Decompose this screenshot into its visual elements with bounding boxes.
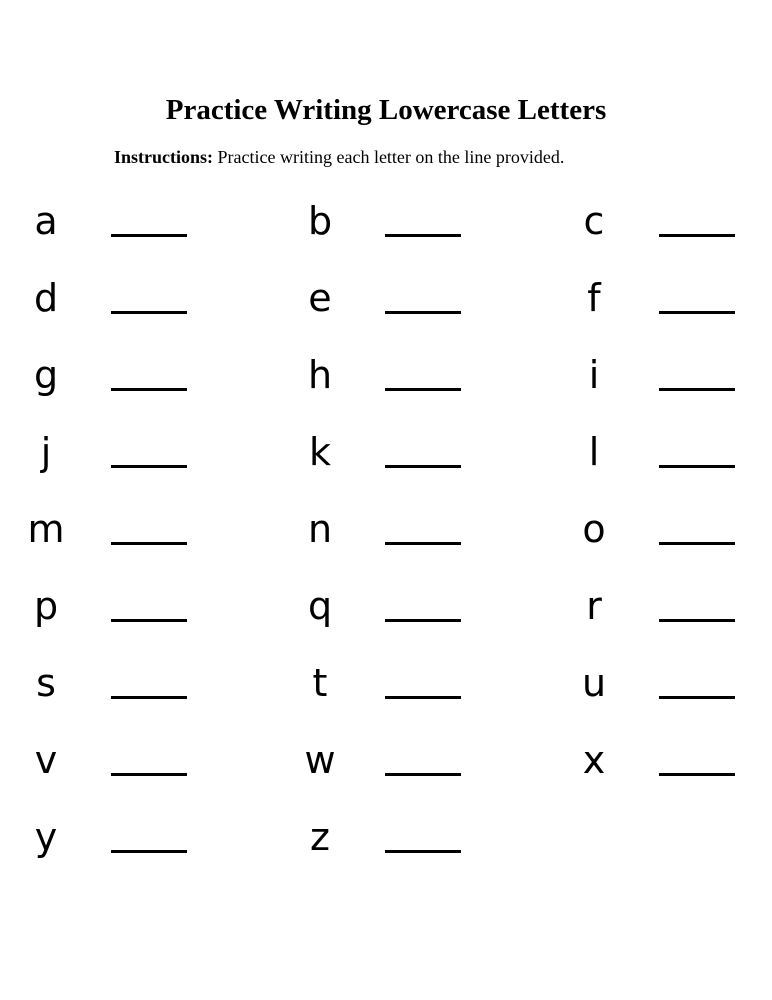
letter-cell-f bbox=[574, 276, 772, 336]
letter-cell-s bbox=[26, 661, 246, 721]
writing-line[interactable] bbox=[111, 234, 187, 237]
letter-cell-q bbox=[300, 584, 520, 644]
letter-cell-x bbox=[574, 738, 772, 798]
letter-z: z bbox=[310, 815, 330, 859]
instructions-label: Instructions: bbox=[114, 147, 214, 167]
letter-cell-n bbox=[300, 507, 520, 567]
letter-cell-w bbox=[300, 738, 520, 798]
writing-line[interactable] bbox=[111, 311, 187, 314]
letter-cell-j bbox=[26, 430, 246, 490]
letter-d: d bbox=[33, 276, 59, 320]
letter-e: e bbox=[308, 276, 332, 320]
writing-line[interactable] bbox=[385, 465, 461, 468]
letter-cell-r bbox=[574, 584, 772, 644]
letter-b: b bbox=[307, 199, 333, 243]
writing-line[interactable] bbox=[659, 696, 735, 699]
letter-cell-y bbox=[26, 815, 246, 875]
letter-cell-i bbox=[574, 353, 772, 413]
instructions-text: Practice writing each letter on the line provided. bbox=[213, 147, 565, 167]
writing-line[interactable] bbox=[111, 850, 187, 853]
letter-q: q bbox=[307, 584, 333, 628]
writing-line[interactable] bbox=[385, 619, 461, 622]
letter-p: p bbox=[33, 584, 59, 628]
letter-cell-p bbox=[26, 584, 246, 644]
letter-cell-z bbox=[300, 815, 520, 875]
letter-h: h bbox=[307, 353, 333, 397]
letter-k: k bbox=[308, 430, 331, 474]
writing-line[interactable] bbox=[385, 696, 461, 699]
letter-cell-h bbox=[300, 353, 520, 413]
letter-v: v bbox=[34, 738, 58, 782]
letter-x: x bbox=[582, 738, 606, 782]
page-title: Practice Writing Lowercase Letters bbox=[165, 94, 607, 126]
writing-line[interactable] bbox=[659, 773, 735, 776]
writing-line[interactable] bbox=[659, 311, 735, 314]
writing-line[interactable] bbox=[385, 388, 461, 391]
letter-u: u bbox=[581, 661, 607, 705]
letter-o: o bbox=[582, 507, 606, 551]
letter-j: j bbox=[40, 430, 52, 474]
writing-line[interactable] bbox=[659, 542, 735, 545]
letter-r: r bbox=[586, 584, 602, 628]
writing-line[interactable] bbox=[385, 311, 461, 314]
letter-t: t bbox=[312, 661, 328, 705]
writing-line[interactable] bbox=[111, 773, 187, 776]
writing-line[interactable] bbox=[111, 388, 187, 391]
letter-cell-g bbox=[26, 353, 246, 413]
writing-line[interactable] bbox=[111, 696, 187, 699]
writing-line[interactable] bbox=[659, 619, 735, 622]
letter-f: f bbox=[587, 276, 601, 320]
letter-cell-m bbox=[26, 507, 246, 567]
letter-n: n bbox=[307, 507, 333, 551]
writing-line[interactable] bbox=[111, 542, 187, 545]
letter-cell-u bbox=[574, 661, 772, 721]
letter-m: m bbox=[27, 507, 65, 551]
letter-cell-e bbox=[300, 276, 520, 336]
letter-a: a bbox=[34, 199, 58, 243]
writing-line[interactable] bbox=[659, 465, 735, 468]
letter-i: i bbox=[588, 353, 600, 397]
letter-cell-a bbox=[26, 199, 246, 259]
writing-line[interactable] bbox=[385, 850, 461, 853]
letter-cell-t bbox=[300, 661, 520, 721]
writing-line[interactable] bbox=[659, 388, 735, 391]
writing-line[interactable] bbox=[385, 234, 461, 237]
letter-cell-v bbox=[26, 738, 246, 798]
writing-line[interactable] bbox=[385, 773, 461, 776]
letter-y: y bbox=[34, 815, 58, 859]
letter-l: l bbox=[588, 430, 600, 474]
letter-cell-d bbox=[26, 276, 246, 336]
letter-cell-b bbox=[300, 199, 520, 259]
letter-w: w bbox=[304, 738, 336, 782]
letter-g: g bbox=[33, 353, 59, 397]
letter-cell-k bbox=[300, 430, 520, 490]
writing-line[interactable] bbox=[111, 619, 187, 622]
writing-line[interactable] bbox=[111, 465, 187, 468]
letter-s: s bbox=[36, 661, 56, 705]
letter-cell-o bbox=[574, 507, 772, 567]
letter-cell-l bbox=[574, 430, 772, 490]
writing-line[interactable] bbox=[659, 234, 735, 237]
letter-c: c bbox=[583, 199, 605, 243]
letter-cell-c bbox=[574, 199, 772, 259]
writing-line[interactable] bbox=[385, 542, 461, 545]
